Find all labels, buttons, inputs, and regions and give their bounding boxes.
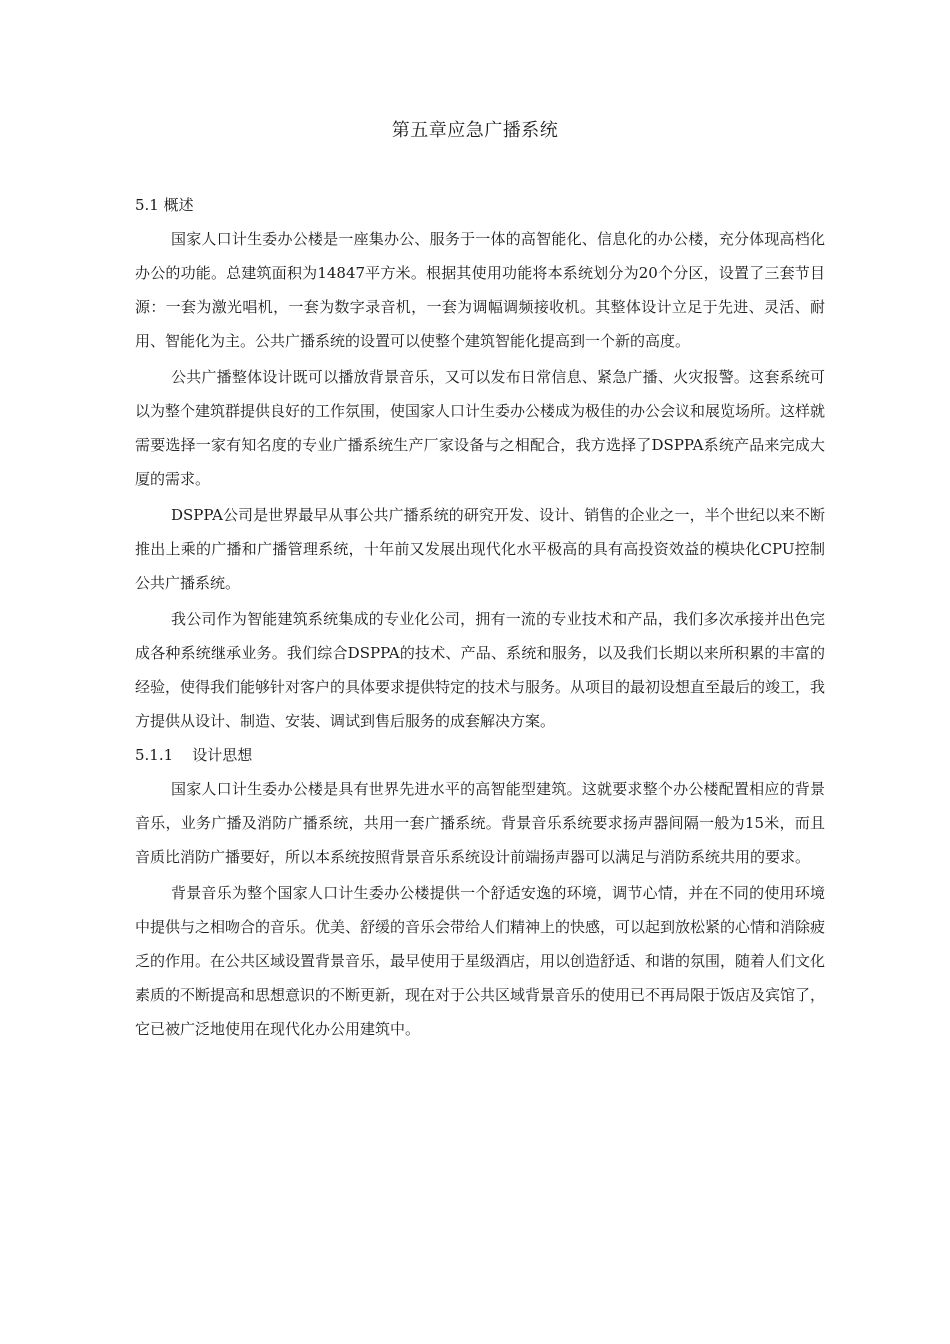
paragraph-overview-1: 国家人口计生委办公楼是一座集办公、服务于一体的高智能化、信息化的办公楼，充分体现高档化办公的功能。总建筑面积为14847平方米。根据其使用功能将本系统划分为20个分区，设置了三套节目源：一套为激光唱机，一套为数字录音机，一套为调幅调频接收机。其整体设计立足于先进、灵活、耐用、智能化为主。公共广播系统的设置可以使整个建筑智能化提高到一个新的高度。 <box>135 230 825 350</box>
paragraph-design-2: 背景音乐为整个国家人口计生委办公楼提供一个舒适安逸的环境，调节心情，并在不同的使用环境中提供与之相吻合的音乐。优美、舒缓的音乐会带给人们精神上的快感，可以起到放松紧的心情和消除疲乏的作用。在公共区域设置背景音乐，最早使用于星级酒店，用以创造舒适、和谐的氛围，随着人们文化素质的不断提高和思想意识的不断更新，现在对于公共区域背景音乐的使用已不再局限于饭店及宾馆了，它已被广泛地使用在现代化办公用建筑中。 <box>135 884 826 1038</box>
chapter-title: 第五章应急广播系统 <box>391 120 559 141</box>
section-heading-5-1: 5.1 概述 <box>135 196 194 214</box>
section-heading-5-1-1: 5.1.1 设计思想 <box>135 746 253 764</box>
paragraph-overview-3: DSPPA公司是世界最早从事公共广播系统的研究开发、设计、销售的企业之一，半个世纪以来不断推出上乘的广播和广播管理系统，十年前又发展出现代化水平极高的具有高投资效益的模块化CPU控制公共广播系统。 <box>135 506 825 592</box>
paragraph-overview-2: 公共广播整体设计既可以播放背景音乐，又可以发布日常信息、紧急广播、火灾报警。这套系统可以为整个建筑群提供良好的工作氛围，使国家人口计生委办公楼成为极佳的办公会议和展览场所。这样就需要选择一家有知名度的专业广播系统生产厂家设备与之相配合，我方选择了DSPPA系统产品来完成大厦的需求。 <box>135 368 826 488</box>
document-body <box>135 188 825 1046</box>
paragraph-overview-4: 我公司作为智能建筑系统集成的专业化公司，拥有一流的专业技术和产品，我们多次承接并出色完成各种系统继承业务。我们综合DSPPA的技术、产品、系统和服务，以及我们长期以来所积累的丰富的经验，使得我们能够针对客户的具体要求提供特定的技术与服务。从项目的最初设想直至最后的竣工，我方提供从设计、制造、安装、调试到售后服务的成套解决方案。 <box>135 610 826 730</box>
paragraph-design-1: 国家人口计生委办公楼是具有世界先进水平的高智能型建筑。这就要求整个办公楼配置相应的背景音乐，业务广播及消防广播系统，共用一套广播系统。背景音乐系统要求扬声器间隔一般为15米，而且音质比消防广播要好，所以本系统按照背景音乐系统设计前端扬声器可以满足与消防系统共用的要求。 <box>135 780 825 866</box>
